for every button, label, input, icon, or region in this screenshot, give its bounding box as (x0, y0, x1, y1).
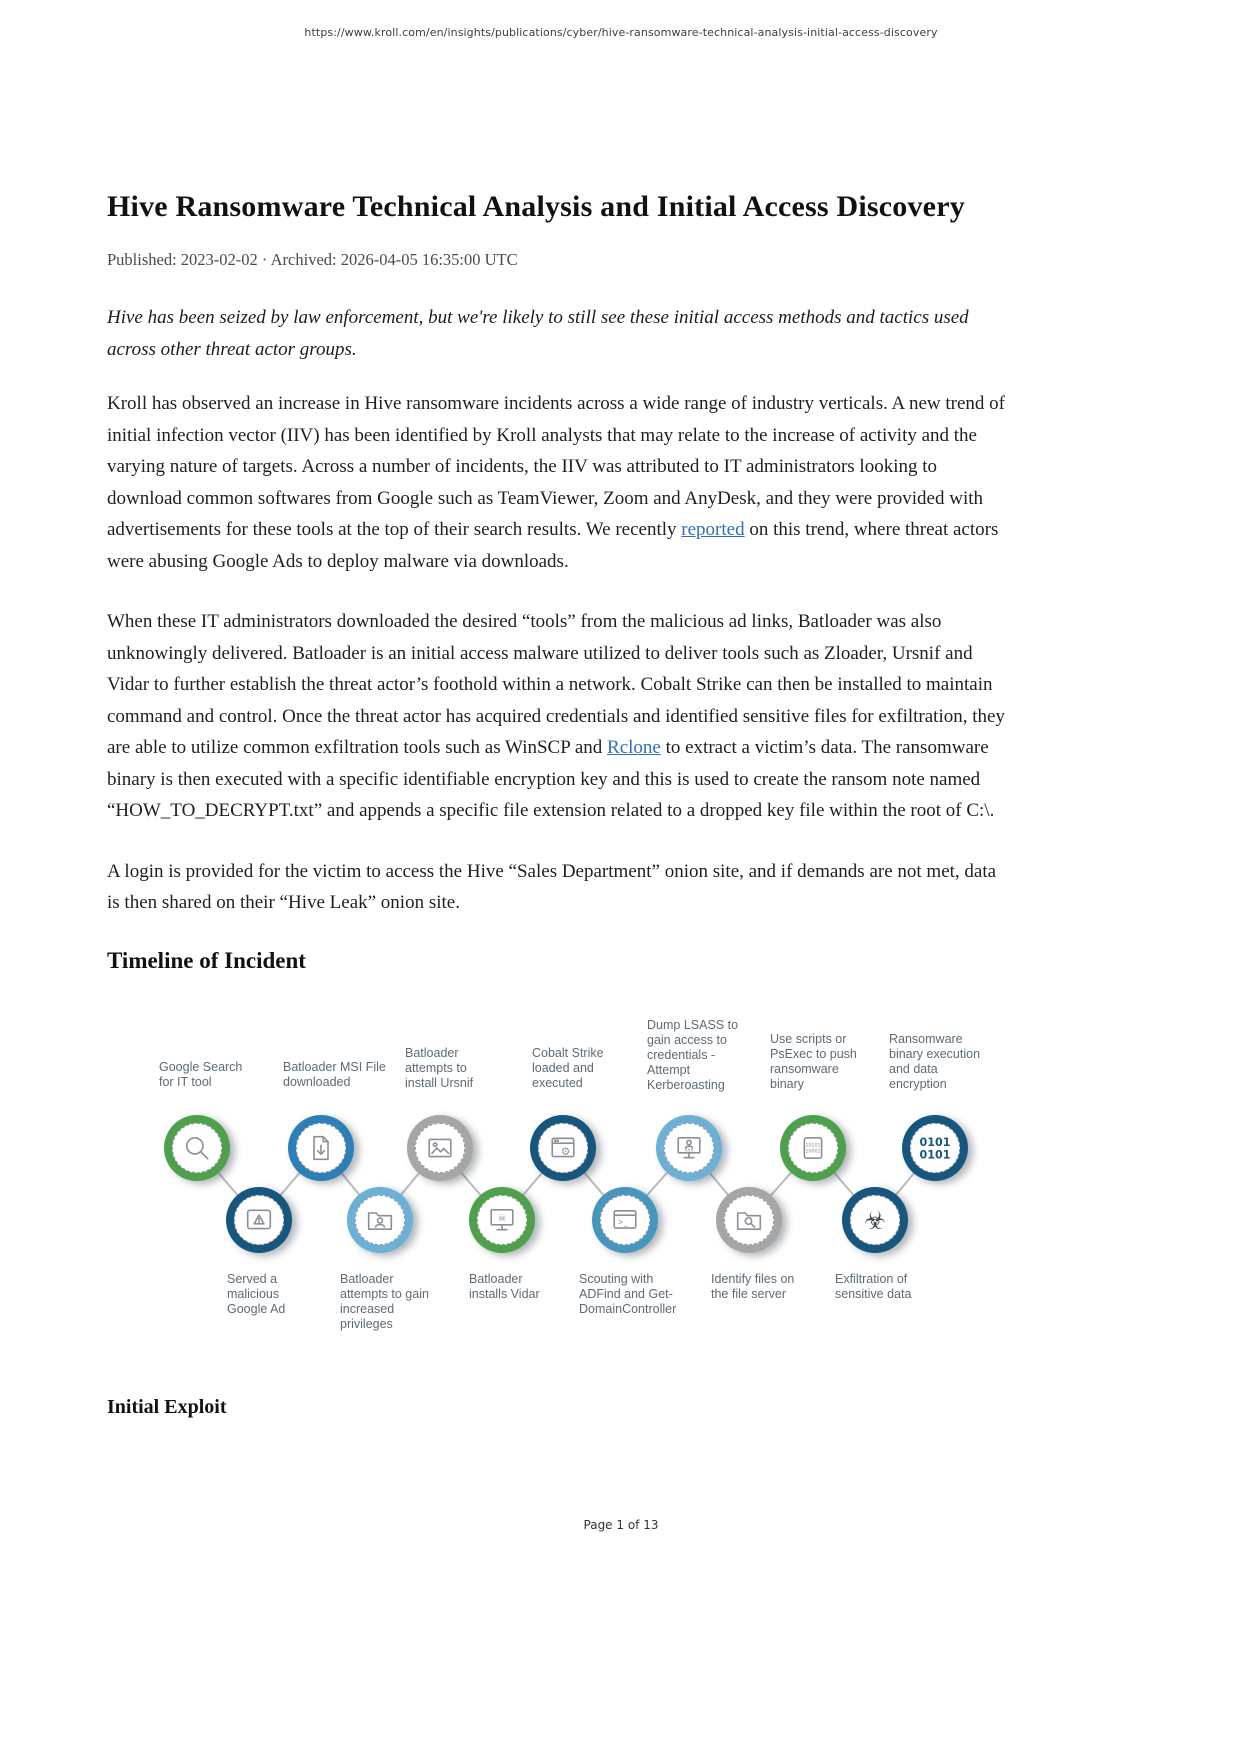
svg-text:10001: 10001 (805, 1148, 821, 1154)
folder-search-icon (735, 1206, 763, 1234)
paragraph-3: A login is provided for the victim to access the Hive “Sales Department” onion site, and if demands are not met, data is then shared on their “Hive Leak” onion site. (107, 860, 997, 913)
timeline-step-inner (234, 1195, 284, 1245)
timeline-step-inner (600, 1195, 650, 1245)
timeline-step-circle (716, 1187, 782, 1253)
timeline-step-label: Exfiltration of sensitive data (835, 1271, 912, 1301)
paragraph-2-text-before: When these IT administrators downloaded the desired “tools” from the malicious ad links, Batloader was also unknowingly delivered. Batloader is an initial access malware utilized to deliver tools such as Zloader, Ursnif and Vidar to further establish the threat actor’s foothold within a network. Cobalt Strike can then be installed to maintain command and control. Once the threat actor has acquired credentials and identified sensitive files for exfiltration, they are able to utilize common exfiltration tools such as WinSCP and (107, 611, 1005, 758)
binary-code-icon (918, 1131, 952, 1165)
timeline-step-inner (664, 1123, 714, 1173)
timeline-step-label: Batloader installs Vidar (469, 1271, 540, 1301)
timeline-step-label: Cobalt Strike loaded and executed (532, 1045, 604, 1090)
timeline-step-circle (902, 1115, 968, 1181)
timeline-step-label: Use scripts or PsExec to push ransomware binary (770, 1031, 857, 1091)
article (107, 0, 1007, 1419)
credentials-screen-icon (675, 1134, 703, 1162)
svg-text:☠: ☠ (497, 1212, 507, 1224)
svg-text:0101: 0101 (919, 1147, 951, 1161)
timeline-step-circle (347, 1187, 413, 1253)
timeline-step-label: Batloader attempts to install Ursnif (405, 1045, 474, 1090)
timeline-step-inner (477, 1195, 527, 1245)
timeline-step-circle (164, 1115, 230, 1181)
browser-gear-icon (549, 1134, 577, 1162)
paragraph-1-text-before: Kroll has observed an increase in Hive ransomware incidents across a wide range of industry verticals. A new trend of initial infection vector (IIV) has been identified by Kroll analysts that may relate to the increase of activity and the varying nature of targets. Across a number of incidents, the IIV was attributed to IT administrators looking to download common softwares from Google such as TeamViewer, Zoom and AnyDesk, and they were provided with advertisements for these tools at the top of their search results. We recently (107, 393, 1005, 540)
timeline-step-inner (724, 1195, 774, 1245)
timeline-step-inner (788, 1123, 838, 1173)
print-url-header: https://www.kroll.com/en/insights/publications/cyber/hive-ransomware-technical-analysis-initial-access-discovery (304, 26, 938, 39)
paragraph-1 (107, 388, 1007, 577)
folder-user-icon (366, 1206, 394, 1234)
timeline-step-circle (226, 1187, 292, 1253)
timeline-step-inner (355, 1195, 405, 1245)
article-lede: Hive has been seized by law enforcement, but we're likely to still see these initial access methods and tactics used across other threat actor groups. (107, 307, 969, 360)
timeline-step-inner (538, 1123, 588, 1173)
paragraph-2 (107, 606, 1007, 827)
rclone-link[interactable]: Rclone (607, 737, 661, 758)
search-icon (183, 1134, 211, 1162)
timeline-step-label: Batloader attempts to gain increased privileges (340, 1271, 429, 1331)
timeline-heading: Timeline of Incident (107, 947, 306, 973)
timeline-step-inner (296, 1123, 346, 1173)
malware-image-icon (426, 1134, 454, 1162)
svg-text:⚙: ⚙ (560, 1144, 571, 1158)
reported-link[interactable]: reported (681, 519, 745, 540)
initial-exploit-heading: Initial Exploit (107, 1395, 227, 1418)
timeline-step-inner (172, 1123, 222, 1173)
ad-warning-icon (245, 1206, 273, 1234)
timeline-step-inner (850, 1195, 900, 1245)
timeline-step-circle (592, 1187, 658, 1253)
page-title: Hive Ransomware Technical Analysis and Initial Access Discovery (107, 190, 965, 223)
incident-timeline (107, 1010, 1027, 1352)
timeline-step-circle (780, 1115, 846, 1181)
biohazard-icon (858, 1203, 892, 1237)
timeline-step-label: Batloader MSI File downloaded (283, 1059, 386, 1089)
svg-text:>_: >_ (617, 1216, 628, 1226)
timeline-step-circle (530, 1115, 596, 1181)
timeline-step-inner (910, 1123, 960, 1173)
skull-monitor-icon (488, 1206, 516, 1234)
svg-text:10101: 10101 (805, 1142, 821, 1148)
svg-text:xxx: xxx (684, 1148, 694, 1154)
script-scroll-icon (799, 1134, 827, 1162)
svg-text:0101: 0101 (919, 1135, 951, 1149)
timeline-step-circle (656, 1115, 722, 1181)
terminal-icon (611, 1206, 639, 1234)
timeline-step-label: Scouting with ADFind and Get-DomainController (579, 1271, 677, 1316)
page-footer: Page 1 of 13 (583, 1518, 659, 1532)
paragraph-1-text-after: on this trend, where threat actors were abusing Google Ads to deploy malware via downloads. (107, 519, 999, 572)
svg-text:☣: ☣ (863, 1205, 887, 1235)
timeline-step-label: Ransomware binary execution and data encryption (889, 1031, 981, 1091)
timeline-step-label: Identify files on the file server (711, 1271, 795, 1301)
timeline-step-circle (842, 1187, 908, 1253)
article-meta: Published: 2023-02-02 · Archived: 2026-04-05 16:35:00 UTC (107, 250, 518, 269)
timeline-step-circle (469, 1187, 535, 1253)
timeline-step-label: Served a malicious Google Ad (227, 1271, 286, 1316)
paragraph-2-text-after: to extract a victim’s data. The ransomware binary is then executed with a specific identifiable encryption key and this is used to create the ransom note named “HOW_TO_DECRYPT.txt” and appends a specific file extension related to a dropped key file within the root of C:\. (107, 737, 995, 821)
timeline-step-label: Dump LSASS to gain access to credentials - Attempt Kerberoasting (647, 1017, 739, 1092)
timeline-step-label: Google Search for IT tool (159, 1059, 243, 1089)
file-download-icon (307, 1134, 335, 1162)
timeline-step-circle (288, 1115, 354, 1181)
timeline-step-circle (407, 1115, 473, 1181)
timeline-step-inner (415, 1123, 465, 1173)
